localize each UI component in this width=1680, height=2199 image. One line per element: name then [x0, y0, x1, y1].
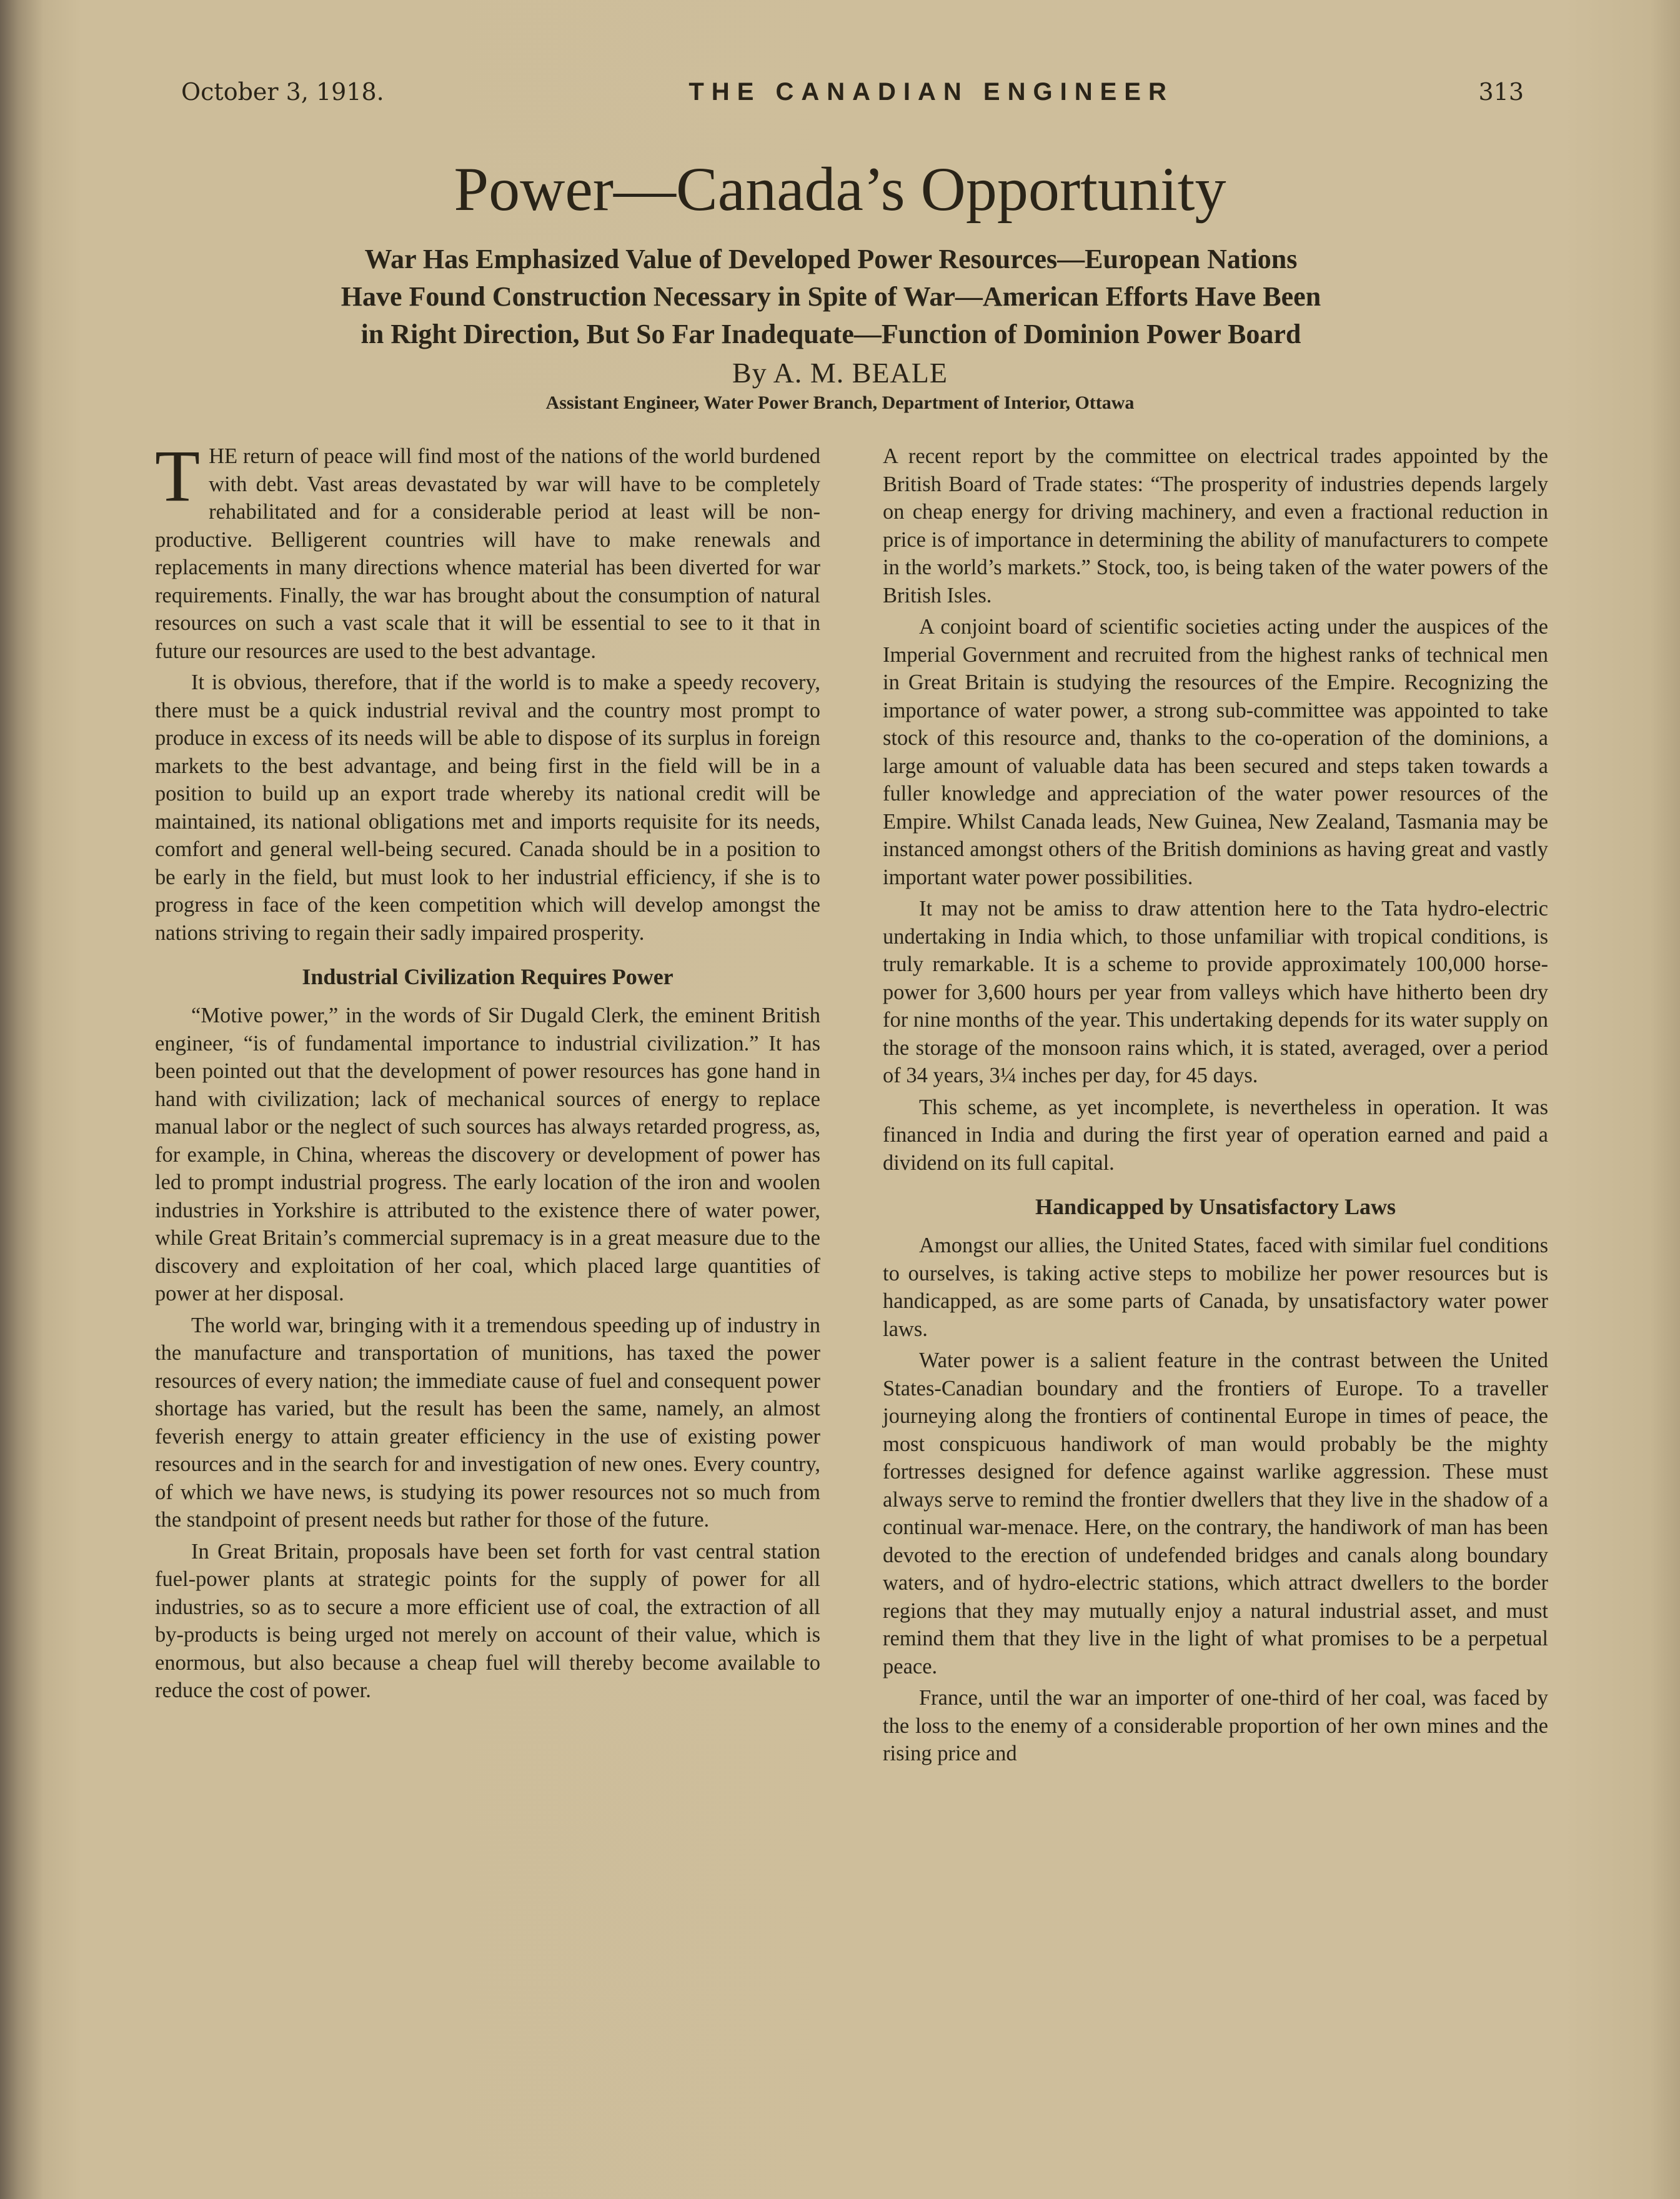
paragraph: It is obvious, therefore, that if the world is to make a speedy recovery, there must be a quick industrial revival and the country most prompt to produce in excess of its needs will be able to dispose of its surplus in foreign markets to the best advantage, and being first in the field will be in a position to build up an export trade whereby its national credit will be maintained, its national obligations met and imports requisite for its needs, comfort and general well-being secured. Canada should be in a position to be early in the field, but must look to her industrial efficiency, if she is to progress in face of the keen competition which will develop amongst the nations striving to regain their sadly impaired prosperity. [155, 671, 820, 945]
paragraph: Water power is a salient feature in the contrast between the United States-Canadian boundary and the frontiers of Europe. To a traveller journeying along the frontiers of continental Europe in times of peace, the most conspicuous handiwork of man would probably be the mighty fortresses designed for defence against warlike aggression. These must always serve to remind the frontier dwellers that they live in the shadow of a continual war-menace. Here, on the contrary, the handiwork of man has been devoted to the erection of undefended bridges and canals along boundary waters, and of hydro-electric stations, which attract dwellers to the border regions that they may mutually enjoy a natural industrial asset, and must remind them that they live in the light of what promises to be a perpetual peace. [883, 1349, 1548, 1678]
right-column [883, 442, 1548, 1772]
paragraph: The world war, bringing with it a tremendous speeding up of industry in the manufacture and transportation of munitions, has taxed the power resources of every nation; the immediate cause of fuel and consequent power shortage has varied, but the result has been the same, namely, an almost feverish energy to attain greater efficiency in the use of existing power resources and in the search for and investigation of new ones. Every country, of which we have news, is studying its power resources not so much from the standpoint of present needs but rather for those of the future. [155, 1313, 820, 1532]
paragraph: Amongst our allies, the United States, faced with similar fuel conditions to ourselves, is taking active steps to mobilize her power resources but is handicapped, as are some parts of Canada, by unsatisfactory water power laws. [883, 1234, 1548, 1341]
byline: By A. M. BEALE [732, 357, 948, 389]
subtitle-line: Have Found Construction Necessary in Spite of War—American Efforts Have Been [340, 281, 1321, 312]
paragraph: “Motive power,” in the words of Sir Dugald Clerk, the eminent British engineer, “is of fundamental importance to industrial civilization.” It has been pointed out that the development of power resources has gone hand in hand with civilization; lack of mechanical sources of energy to replace manual labor or the neglect of such sources has always retarded progress, as, for example, in China, whereas the discovery or development of power has led to prompt industrial progress. The early location of the iron and woolen industries in Yorkshire is attributed to the existence there of water power, while Great Britain’s commercial supremacy is in a great measure due to the discovery and exploitation of her coal, which placed large quantities of power at her disposal. [155, 1004, 820, 1305]
paragraph: France, until the war an importer of one-third of her coal, was faced by the loss to the enemy of a considerable proportion of her own mines and the rising price and [883, 1686, 1548, 1765]
author-affiliation: Assistant Engineer, Water Power Branch, Department of Interior, Ottawa [545, 392, 1135, 413]
paragraph: It may not be amiss to draw attention here to the Tata hydro-electric undertaking in India which, to those unfamiliar with tropical conditions, is truly remarkable. It is a scheme to provide approximately 100,000 horse-power for 3,600 hours per year from valleys which have hitherto been dry for nine months of the year. This undertaking depends for its water supply on the storage of the monsoon rains which, it is stated, averaged, over a period of 34 years, 3¼ inches per day, for 45 days. [883, 897, 1548, 1087]
drop-cap: T [155, 435, 201, 517]
left-column [155, 435, 820, 1708]
section-heading: Industrial Civilization Requires Power [302, 964, 673, 989]
page-number: 313 [1478, 78, 1524, 106]
paragraph: A recent report by the committee on electrical trades appointed by the British Board of Trade states: “The prosperity of industries depends largely on cheap energy for driving machinery, and even a fractional reduction in price is of importance in determining the ability of manufacturers to compete in the world’s markets.” Stock, too, is being taken of the water powers of the British Isles. [883, 444, 1548, 607]
running-head [181, 78, 1524, 116]
paragraph-text: HE return of peace will find most of the nations of the world burdened with debt. Vast areas devastated by war will have to be completely rehabilitated and for a considerable period at least will be non-productive. Belligerent countries will have to make renewals and replacements in many directions whence material has been diverted for war requirements. Finally, the war has brought about the consumption of natural resources on such a vast scale that it will be essential to see to it that in future our resources are used to the best advantage. [155, 444, 820, 663]
subtitle-line: in Right Direction, But So Far Inadequate—Function of Dominion Power Board [360, 319, 1301, 349]
issue-date: October 3, 1918. [181, 78, 384, 106]
paragraph: A conjoint board of scientific societies acting under the auspices of the Imperial Government and recruited from the highest ranks of technical men in Great Britain is studying the resources of the Empire. Recognizing the importance of water power, a strong sub-committee was appointed to take stock of this resource and, thanks to the co-operation of the dominions, a large amount of valuable data has been secured and steps taken towards a fuller knowledge and appreciation of the water power resources of the Empire. Whilst Canada leads, New Guinea, New Zealand, Tasmania may be instanced amongst others of the British dominions as having great and vastly important water power possibilities. [883, 615, 1548, 889]
paragraph [155, 435, 820, 665]
paragraph: In Great Britain, proposals have been set forth for vast central station fuel-power plants at strategic points for the supply of power for all industries, so as to secure a more efficient use of coal, the extraction of all by-products is being urged not merely on account of their value, which is enormous, but also because a cheap fuel will thereby become available to reduce the cost of power. [155, 1539, 820, 1702]
paragraph: This scheme, as yet incomplete, is nevertheless in operation. It was financed in India and during the first year of operation earned and paid a dividend on its full capital. [883, 1095, 1548, 1175]
subtitle-line: War Has Emphasized Value of Developed Power Resources—European Nations [364, 244, 1298, 274]
section-heading: Handicapped by Unsatisfactory Laws [1035, 1194, 1396, 1219]
journal-name: THE CANADIAN ENGINEER [688, 78, 1174, 106]
article-subtitle [269, 241, 1393, 353]
article-title: Power—Canada’s Opportunity [454, 154, 1226, 224]
